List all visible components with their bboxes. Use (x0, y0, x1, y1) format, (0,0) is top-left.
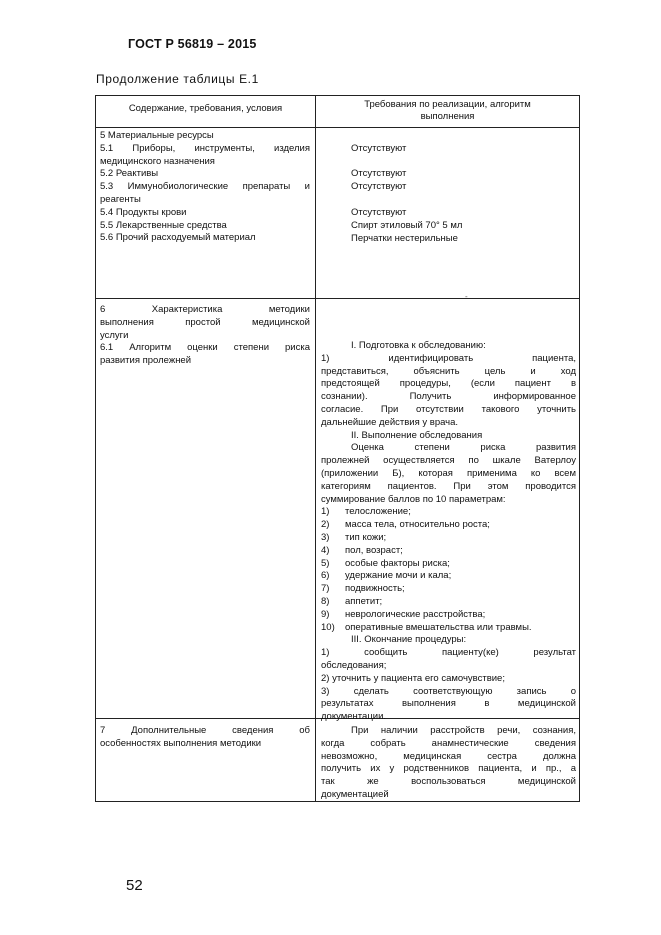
end-line-2: обследования; (321, 659, 387, 671)
header-row-divider (95, 127, 580, 128)
section-6-title-a: 6 Характеристика методики (100, 304, 310, 315)
row-5-3-a: 5.3 Иммунобиологические препараты и (100, 181, 310, 193)
value-5-6: Перчатки нестерильные (351, 233, 458, 244)
prep-line-6: дальнейшие действия у врача. (321, 416, 459, 428)
section-7-title-a: 7 Дополнительные сведения об (100, 725, 310, 736)
prep-line-4: сознании). Получить информированное (321, 391, 576, 403)
note-line-2: когда собрать анамнестические сведения (321, 737, 576, 749)
row-6-1-a: 6.1 Алгоритм оценки степени риска (100, 342, 310, 354)
note-line-3: невозможно, медицинская сестра должна (321, 750, 576, 762)
row-5-6: 5.6 Прочий расходуемый материал (100, 232, 256, 244)
list-item: 2) масса тела, относительно роста; (321, 519, 490, 531)
list-item: 7) подвижность; (321, 583, 405, 595)
column-header-right (316, 99, 579, 123)
exec-line-2: пролежней осуществляется по шкале Ватерлоу (321, 455, 576, 467)
value-5-2: Отсутствуют (351, 168, 407, 179)
note-line-1: При наличии расстройств речи, сознания, (351, 725, 576, 736)
exec-line-3: (приложении Б), которая применима ко всем (321, 467, 576, 479)
end-line-3: 2) уточнить у пациента его самочувствие; (321, 672, 505, 684)
row-5-5: 5.5 Лекарственные средства (100, 219, 227, 231)
row-5-1-a: 5.1 Приборы, инструменты, изделия (100, 142, 310, 154)
prep-line-1: 1) идентифицировать пациента, (321, 352, 576, 364)
end-line-5: результатах выполнения в медицинской (321, 698, 576, 710)
list-item: 5) особые факторы риска; (321, 557, 450, 569)
list-item: 4) пол, возраст; (321, 544, 403, 556)
row-5-3-b: реагенты (100, 193, 141, 205)
list-item: 3) тип кожи; (321, 531, 387, 543)
section-5-title: 5 Материальные ресурсы (100, 130, 214, 141)
exec-heading: II. Выполнение обследования (351, 429, 483, 441)
list-item: 10) оперативные вмешательства или травмы. (321, 621, 532, 633)
section-6-left (100, 304, 310, 368)
section-7-left (100, 725, 310, 751)
section-6-title-c: услуги (100, 329, 129, 341)
column-header-right-line1: Требования по реализации, алгоритм (364, 99, 531, 110)
end-heading: III. Окончание процедуры: (351, 634, 467, 646)
note-line-6: документацией (321, 788, 389, 800)
note-line-5: так же воспользоваться медицинской (321, 776, 576, 788)
value-5-3: Отсутствуют (351, 181, 407, 192)
section-7-right (321, 725, 576, 802)
stray-mark: - (465, 292, 468, 301)
column-header-right-line2: выполнения (420, 111, 475, 122)
table-caption: Продолжение таблицы Е.1 (96, 72, 259, 86)
page-number: 52 (126, 877, 143, 894)
section-6-title-b: выполнения простой медицинской (100, 316, 310, 328)
document-code-header: ГОСТ Р 56819 – 2015 (128, 37, 257, 51)
section-7-title-b: особенностях выполнения методики (100, 737, 262, 749)
parameter-list (321, 506, 576, 634)
exec-line-1: Оценка степени риска развития (351, 442, 576, 454)
prep-line-3: предстоящей процедуры, (если пациент в (321, 378, 576, 390)
section-5-left (100, 130, 310, 245)
value-5-4: Отсутствуют (351, 207, 407, 218)
end-line-6: документации. (321, 711, 387, 723)
exec-line-4: категориям пациентов. При этом проводится (321, 480, 576, 492)
row-6-1-b: развития пролежней (100, 355, 192, 367)
exec-line-5: суммирование баллов по 10 параметрам: (321, 493, 506, 505)
row-5-2: 5.2 Реактивы (100, 168, 159, 180)
list-item: 9) неврологические расстройства; (321, 608, 486, 620)
row-5-1-b: медицинского назначения (100, 155, 215, 167)
list-item: 6) удержание мочи и кала; (321, 570, 452, 582)
row-5-4: 5.4 Продукты крови (100, 206, 187, 218)
end-line-4: 3) сделать соответствующую запись о (321, 685, 576, 697)
note-line-4: получить их у родственников пациента, и пр., а (321, 763, 576, 775)
value-5-5: Спирт этиловый 70° 5 мл (351, 220, 463, 231)
prep-line-5: согласие. При отсутствии такового уточнить (321, 403, 576, 415)
end-line-1: 1) сообщить пациенту(ке) результат (321, 647, 576, 659)
list-item: 1) телосложение; (321, 506, 411, 518)
section-6-right (321, 340, 576, 724)
value-5-1: Отсутствуют (351, 143, 407, 154)
column-divider (315, 95, 316, 802)
list-item: 8) аппетит; (321, 595, 383, 607)
row-divider-5-6 (95, 298, 580, 299)
prep-line-2: представиться, объяснить цель и ход (321, 365, 576, 377)
column-header-left: Содержание, требования, условия (128, 103, 283, 114)
prep-heading: I. Подготовка к обследованию: (351, 340, 486, 351)
